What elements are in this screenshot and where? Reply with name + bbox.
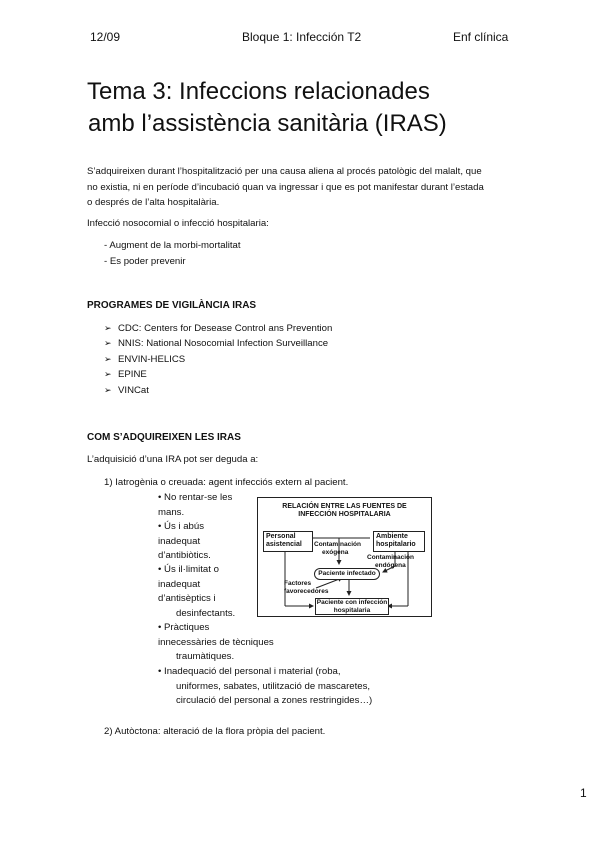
programs-list bbox=[104, 321, 332, 398]
acquire-item-2: 2) Autòctona: alteració de la flora pròpia del pacient. bbox=[104, 726, 326, 737]
programs-heading: PROGRAMES DE VIGILÀNCIA IRAS bbox=[87, 300, 257, 311]
header-block: Bloque 1: Infección T2 bbox=[242, 30, 362, 44]
header-date: 12/09 bbox=[90, 30, 121, 44]
oval-infected-patient: Paciente infectado bbox=[314, 568, 380, 580]
arrow-bullet-icon: ➢ bbox=[104, 353, 112, 364]
acquire-item-1: 1) Iatrogènia o creuada: agent infecciós extern al pacient. bbox=[104, 477, 349, 488]
diagram-title: RELACIÓN ENTRE LAS FUENTES DE INFECCIÓN HOSPITALARIA bbox=[282, 503, 407, 518]
intro-line: o després de l’alta hospitalària. bbox=[87, 197, 220, 208]
list-item: - Es poder prevenir bbox=[104, 255, 186, 267]
infection-sources-diagram bbox=[257, 497, 432, 617]
bullet-personnel: • Inadequació del personal i material (roba, uniformes, sabates, utilització de mascaretes, circulació del personal a zones restringides…) bbox=[158, 666, 373, 707]
arrow-bullet-icon: ➢ bbox=[104, 384, 112, 395]
header-course: Enf clínica bbox=[453, 30, 509, 44]
nosocomial-list bbox=[104, 238, 241, 269]
list-item: ➢ CDC: Centers for Desease Control ans Prevention bbox=[104, 321, 332, 336]
arrow-bullet-icon: ➢ bbox=[104, 323, 112, 333]
intro-line: no existia, ni en període d’incubació quan va ingressar i que es pot manifestar durant l’estada bbox=[87, 181, 484, 193]
nosocomial-label: Infecció nosocomial o infecció hospitalaria: bbox=[87, 218, 269, 229]
box-personal: Personal asistencial bbox=[263, 531, 313, 552]
acquire-lead: L’adquisició d’una IRA pot ser deguda a: bbox=[87, 454, 259, 465]
arrow-bullet-icon: ➢ bbox=[104, 369, 112, 380]
list-item: ➢ NNIS: National Nosocomial Infection Surveillance bbox=[104, 336, 332, 351]
intro-line: S’adquireixen durant l’hospitalització per una causa aliena al procés patològic del malalt, que bbox=[87, 166, 482, 177]
list-item: ➢ VINCat bbox=[104, 383, 332, 398]
bullet-antiseptics: • Ús il·limitat o inadequat d’antisèptics i desinfectants. bbox=[158, 564, 236, 619]
label-endogenous: Contaminación endógena bbox=[367, 554, 414, 569]
page-title bbox=[87, 76, 447, 140]
title-line-1: Tema 3: Infeccions relacionades bbox=[87, 78, 430, 105]
list-item: ➢ EPINE bbox=[104, 367, 332, 382]
list-item: ➢ ENVIN-HELICS bbox=[104, 352, 332, 367]
title-line-2: amb l’assistència sanitària (IRAS) bbox=[88, 110, 447, 137]
box-hospital-infection: Paciente con infección hospitalaria bbox=[316, 599, 388, 614]
bullet-hand-washing: • No rentar-se les mans. bbox=[158, 492, 233, 518]
page-number: 1 bbox=[580, 786, 587, 800]
label-factors: Factores favorecedores bbox=[284, 580, 329, 595]
list-item: - Augment de la morbi-mortalitat bbox=[104, 240, 241, 251]
box-ambiente: Ambiente hospitalario bbox=[373, 531, 425, 552]
bullet-antibiotics: • Ús i abús inadequat d’antibiòtics. bbox=[158, 521, 211, 562]
intro-paragraph bbox=[87, 164, 484, 211]
arrow-bullet-icon: ➢ bbox=[104, 338, 112, 349]
bullet-practices: • Pràctiques innecessàries de tècniques traumàtiques. bbox=[158, 622, 274, 663]
label-exogenous: Contaminación exógena bbox=[314, 541, 361, 556]
acquire-heading: COM S’ADQUIREIXEN LES IRAS bbox=[87, 432, 241, 443]
